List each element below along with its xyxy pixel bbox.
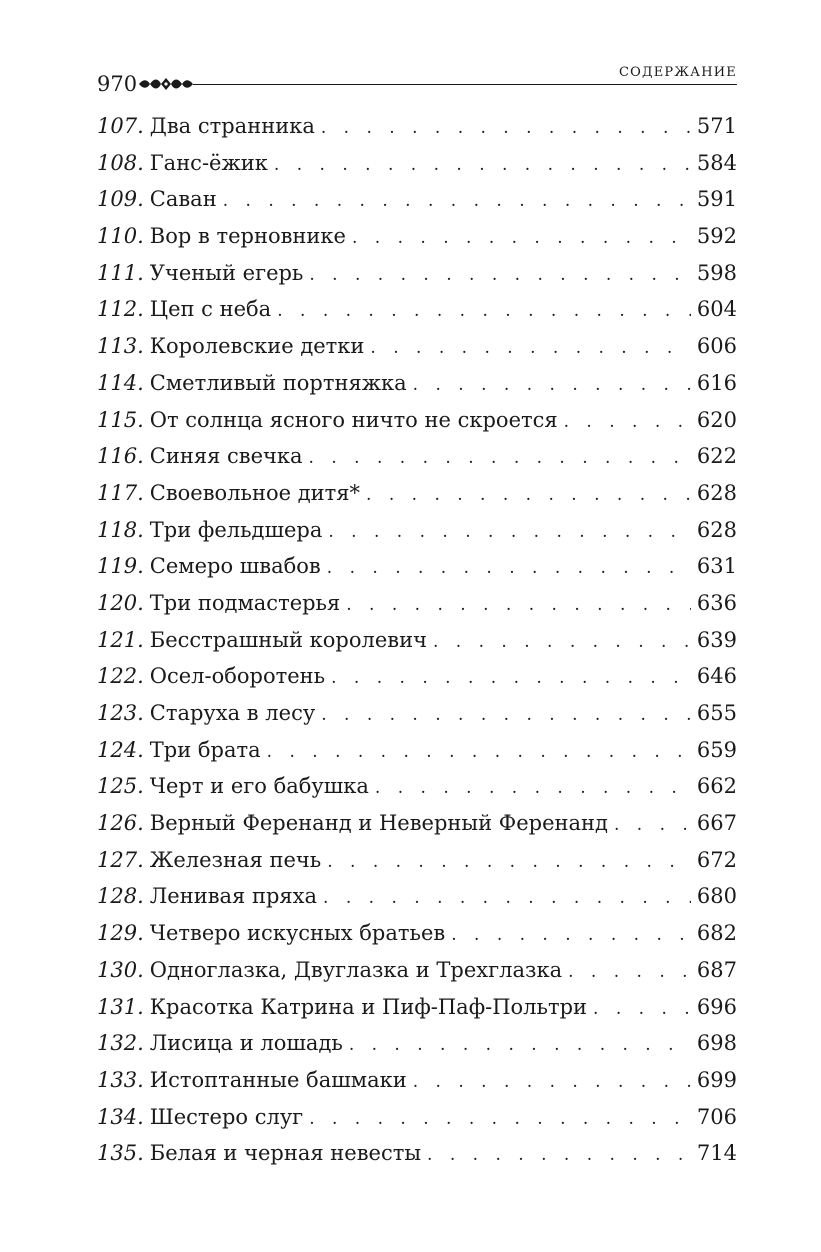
toc-entry-page: 662 bbox=[696, 774, 737, 799]
toc-entry bbox=[97, 586, 737, 623]
toc-dot-leader bbox=[614, 808, 691, 842]
table-of-contents bbox=[97, 109, 737, 1173]
toc-entry bbox=[97, 109, 737, 146]
toc-entry bbox=[97, 476, 737, 513]
toc-entry-title: Сметливый портняжка bbox=[149, 370, 407, 395]
toc-dot-leader bbox=[327, 551, 691, 585]
toc-entry-page: 571 bbox=[696, 114, 737, 138]
toc-dot-leader bbox=[593, 992, 691, 1026]
toc-dot-leader bbox=[433, 625, 691, 659]
toc-entry bbox=[97, 623, 737, 660]
toc-entry-page: 636 bbox=[696, 590, 737, 615]
toc-entry-title: Два странника bbox=[149, 114, 315, 138]
toc-entry bbox=[97, 146, 737, 183]
toc-dot-leader bbox=[267, 735, 691, 769]
toc-entry-title: Ученый егерь bbox=[149, 260, 304, 285]
toc-entry-page: 592 bbox=[696, 224, 737, 249]
toc-entry-number: 123. bbox=[97, 701, 144, 725]
toc-entry-page: 628 bbox=[696, 517, 737, 542]
toc-entry-number: 109. bbox=[97, 187, 144, 212]
toc-entry bbox=[97, 1026, 737, 1063]
toc-dot-leader bbox=[327, 845, 691, 879]
toc-entry bbox=[97, 366, 737, 403]
toc-entry-number: 119. bbox=[97, 554, 144, 579]
toc-entry-title: Три фельдшера bbox=[149, 517, 323, 542]
toc-entry-page: 682 bbox=[696, 921, 737, 946]
toc-entry-number: 129. bbox=[97, 921, 144, 946]
toc-entry bbox=[97, 549, 737, 586]
toc-entry bbox=[97, 1063, 737, 1100]
toc-entry-page: 591 bbox=[696, 187, 737, 212]
toc-entry-title: Три подмастерья bbox=[149, 590, 341, 615]
toc-entry bbox=[97, 990, 737, 1027]
toc-entry-number: 120. bbox=[97, 590, 144, 615]
toc-entry-page: 714 bbox=[696, 1141, 737, 1166]
toc-dot-leader bbox=[277, 294, 691, 328]
toc-entry-title: Старуха в лесу bbox=[149, 701, 316, 725]
toc-entry bbox=[97, 696, 737, 733]
toc-entry-number: 122. bbox=[97, 664, 144, 689]
toc-entry bbox=[97, 659, 737, 696]
toc-entry-page: 639 bbox=[696, 627, 737, 652]
toc-entry-title: Бесстрашный королевич bbox=[149, 627, 427, 652]
toc-entry-title: Вор в терновнике bbox=[149, 224, 346, 249]
toc-entry bbox=[97, 439, 737, 476]
toc-entry-number: 132. bbox=[97, 1031, 144, 1056]
toc-entry bbox=[97, 292, 737, 329]
toc-entry-page: 655 bbox=[696, 701, 737, 725]
toc-entry-title: Шестеро слуг bbox=[149, 1104, 304, 1129]
toc-entry-title: Своевольное дитя* bbox=[149, 480, 361, 505]
toc-entry-number: 117. bbox=[97, 480, 144, 505]
toc-entry-number: 111. bbox=[97, 260, 144, 285]
toc-entry-page: 699 bbox=[696, 1067, 737, 1092]
toc-entry-title: Цеп с неба bbox=[149, 297, 272, 322]
toc-entry-page: 628 bbox=[696, 480, 737, 505]
toc-entry-page: 672 bbox=[696, 847, 737, 872]
toc-entry-number: 131. bbox=[97, 994, 144, 1019]
toc-entry bbox=[97, 329, 737, 366]
toc-dot-leader bbox=[366, 478, 691, 512]
toc-dot-leader bbox=[349, 1028, 691, 1062]
toc-entry-title: Красотка Катрина и Пиф-Паф-Польтри bbox=[149, 994, 588, 1019]
toc-entry-number: 134. bbox=[97, 1104, 144, 1129]
toc-entry-number: 125. bbox=[97, 774, 144, 799]
toc-entry-page: 706 bbox=[696, 1104, 737, 1129]
toc-entry-number: 130. bbox=[97, 957, 144, 982]
toc-entry-title: Синяя свечка bbox=[149, 444, 303, 469]
toc-entry-page: 584 bbox=[696, 150, 737, 175]
toc-entry-number: 126. bbox=[97, 811, 144, 836]
toc-entry-number: 112. bbox=[97, 297, 144, 322]
toc-dot-leader bbox=[375, 771, 691, 805]
toc-entry-title: Саван bbox=[149, 187, 217, 212]
toc-dot-leader bbox=[321, 111, 691, 145]
toc-entry bbox=[97, 1136, 737, 1173]
toc-entry-page: 622 bbox=[696, 444, 737, 469]
toc-entry-number: 135. bbox=[97, 1141, 144, 1166]
toc-entry-number: 118. bbox=[97, 517, 144, 542]
toc-entry-title: Ганс-ёжик bbox=[149, 150, 268, 175]
toc-entry bbox=[97, 806, 737, 843]
toc-entry-number: 115. bbox=[97, 407, 144, 432]
toc-entry bbox=[97, 843, 737, 880]
toc-entry-page: 696 bbox=[696, 994, 737, 1019]
toc-entry-title: Одноглазка, Двуглазка и Трехглазка bbox=[149, 957, 563, 982]
toc-dot-leader bbox=[323, 881, 691, 915]
toc-entry bbox=[97, 733, 737, 770]
toc-dot-leader bbox=[331, 661, 691, 695]
toc-entry-page: 598 bbox=[696, 260, 737, 285]
toc-dot-leader bbox=[568, 955, 691, 989]
section-title: СОДЕРЖАНИЕ bbox=[618, 65, 737, 80]
toc-entry-page: 620 bbox=[696, 407, 737, 432]
toc-entry-title: Осел-оборотень bbox=[149, 664, 326, 689]
running-header bbox=[97, 66, 737, 100]
toc-dot-leader bbox=[352, 221, 691, 255]
toc-entry-page: 606 bbox=[696, 334, 737, 359]
toc-entry-page: 604 bbox=[696, 297, 737, 322]
toc-entry-page: 616 bbox=[696, 370, 737, 395]
toc-entry bbox=[97, 1100, 737, 1137]
toc-entry-title: Истоптанные башмаки bbox=[149, 1067, 407, 1092]
toc-entry-number: 128. bbox=[97, 884, 144, 909]
toc-entry-title: Четверо искусных братьев bbox=[149, 921, 446, 946]
toc-entry bbox=[97, 953, 737, 990]
toc-entry-title: От солнца ясного ничто не скроется bbox=[149, 407, 558, 432]
toc-entry-number: 116. bbox=[97, 444, 144, 469]
toc-entry-page: 667 bbox=[696, 811, 737, 836]
toc-dot-leader bbox=[413, 368, 691, 402]
toc-dot-leader bbox=[413, 1065, 691, 1099]
toc-entry bbox=[97, 513, 737, 550]
toc-dot-leader bbox=[321, 698, 691, 732]
toc-dot-leader bbox=[427, 1138, 691, 1172]
toc-entry-title: Белая и черная невесты bbox=[149, 1141, 422, 1166]
toc-dot-leader bbox=[223, 184, 691, 218]
toc-entry-number: 133. bbox=[97, 1067, 144, 1092]
toc-entry bbox=[97, 879, 737, 916]
toc-dot-leader bbox=[309, 1102, 691, 1136]
toc-entry-number: 108. bbox=[97, 150, 144, 175]
toc-entry-number: 121. bbox=[97, 627, 144, 652]
page-number: 970 bbox=[97, 72, 138, 96]
toc-dot-leader bbox=[309, 441, 691, 475]
toc-entry bbox=[97, 182, 737, 219]
toc-entry-number: 124. bbox=[97, 737, 144, 762]
toc-entry-title: Три брата bbox=[149, 737, 261, 762]
toc-entry bbox=[97, 403, 737, 440]
toc-entry-number: 110. bbox=[97, 224, 144, 249]
toc-entry-number: 127. bbox=[97, 847, 144, 872]
toc-entry-number: 114. bbox=[97, 370, 144, 395]
toc-entry-number: 107. bbox=[97, 114, 144, 138]
toc-entry bbox=[97, 219, 737, 256]
toc-entry-title: Лисица и лошадь bbox=[149, 1031, 343, 1056]
toc-entry-title: Семеро швабов bbox=[149, 554, 321, 579]
toc-entry-title: Железная печь bbox=[149, 847, 322, 872]
fleuron-ornament-icon bbox=[137, 75, 195, 93]
toc-dot-leader bbox=[328, 515, 691, 549]
toc-dot-leader bbox=[309, 258, 691, 292]
toc-entry bbox=[97, 916, 737, 953]
toc-entry-title: Ленивая пряха bbox=[149, 884, 318, 909]
toc-entry-page: 680 bbox=[696, 884, 737, 909]
toc-dot-leader bbox=[346, 588, 691, 622]
toc-entry-title: Верный Ференанд и Неверный Ференанд bbox=[149, 811, 608, 836]
toc-entry-page: 687 bbox=[696, 957, 737, 982]
toc-entry bbox=[97, 769, 737, 806]
toc-entry-title: Королевские детки bbox=[149, 334, 365, 359]
toc-entry-title: Черт и его бабушка bbox=[149, 774, 369, 799]
toc-dot-leader bbox=[274, 148, 691, 182]
toc-entry bbox=[97, 256, 737, 293]
toc-entry-page: 646 bbox=[696, 664, 737, 689]
toc-entry-page: 698 bbox=[696, 1031, 737, 1056]
header-rule bbox=[193, 84, 737, 85]
toc-entry-page: 659 bbox=[696, 737, 737, 762]
toc-dot-leader bbox=[564, 405, 691, 439]
toc-dot-leader bbox=[451, 918, 691, 952]
toc-dot-leader bbox=[370, 331, 690, 365]
toc-entry-number: 113. bbox=[97, 334, 144, 359]
toc-entry-page: 631 bbox=[696, 554, 737, 579]
